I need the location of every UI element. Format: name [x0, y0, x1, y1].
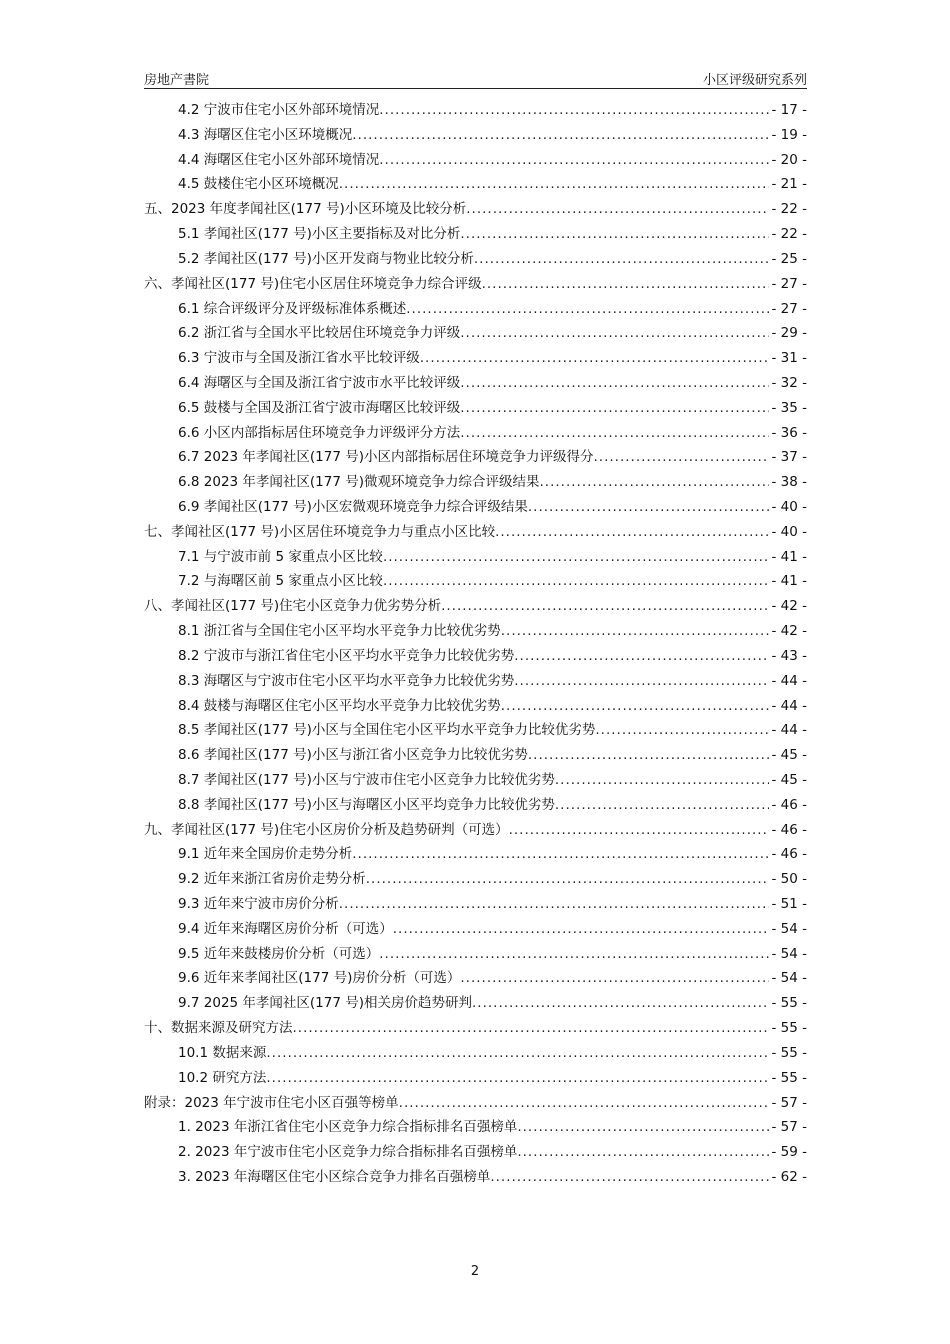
- toc-entry-page: - 55 -: [771, 1044, 807, 1061]
- toc-entry[interactable]: [144, 842, 807, 867]
- toc-entry-page: - 57 -: [771, 1094, 807, 1111]
- toc-entry-page: - 42 -: [771, 623, 807, 640]
- toc-entry-page: - 59 -: [771, 1144, 807, 1161]
- toc-entry-page: - 35 -: [771, 399, 807, 416]
- toc-entry-title: 七、孝闻社区(177 号)小区居住环境竞争力与重点小区比较: [144, 523, 496, 540]
- toc-entry[interactable]: [144, 470, 807, 495]
- toc-entry[interactable]: [144, 396, 807, 421]
- toc-entry-page: - 46 -: [771, 846, 807, 863]
- toc-entry-title: 6.4 海曙区与全国及浙江省宁波市水平比较评级: [178, 374, 461, 391]
- toc-entry[interactable]: [144, 619, 807, 644]
- toc-entry[interactable]: [144, 867, 807, 892]
- toc-dot-leader: [460, 371, 769, 396]
- toc-dot-leader: [379, 148, 769, 173]
- toc-dot-leader: [555, 768, 770, 793]
- toc-entry-title: 6.2 浙江省与全国水平比较居住环境竞争力评级: [178, 325, 461, 342]
- toc-entry-title: 3. 2023 年海曙区住宅小区综合竞争力排名百强榜单: [178, 1168, 491, 1185]
- toc-dot-leader: [528, 743, 770, 768]
- toc-entry-page: - 22 -: [771, 226, 807, 243]
- toc-dot-leader: [514, 644, 769, 669]
- toc-entry[interactable]: [144, 892, 807, 917]
- toc-entry-page: - 27 -: [771, 275, 807, 292]
- toc-entry-title: 2. 2023 年宁波市住宅小区竞争力综合指标排名百强榜单: [178, 1144, 518, 1161]
- toc-entry-page: - 21 -: [771, 176, 807, 193]
- toc-entry[interactable]: [144, 197, 807, 222]
- toc-entry-title: 6.6 小区内部指标居住环境竞争力评级评分方法: [178, 424, 461, 441]
- toc-entry[interactable]: [144, 1140, 807, 1165]
- toc-entry-title: 6.9 孝闻社区(177 号)小区宏微观环境竞争力综合评级结果: [178, 499, 528, 515]
- toc-entry-page: - 43 -: [771, 647, 807, 664]
- toc-entry-title: 5.2 孝闻社区(177 号)小区开发商与物业比较分析: [178, 250, 474, 267]
- toc-entry[interactable]: [144, 297, 807, 322]
- toc-dot-leader: [460, 396, 769, 421]
- toc-entry-title: 10.1 数据来源: [178, 1044, 267, 1061]
- toc-entry[interactable]: [144, 123, 807, 148]
- toc-entry-title: 9.4 近年来海曙区房价分析（可选）: [178, 920, 393, 937]
- toc-entry-page: - 32 -: [771, 374, 807, 391]
- toc-entry-page: - 41 -: [771, 573, 807, 590]
- toc-entry[interactable]: [144, 917, 807, 942]
- toc-entry-title: 9.3 近年来宁波市房价分析: [178, 896, 339, 912]
- toc-entry-page: - 20 -: [771, 151, 807, 168]
- toc-entry-page: - 29 -: [771, 325, 807, 342]
- toc-entry-title: 6.7 2023 年孝闻社区(177 号)小区内部指标居住环境竞争力评级得分: [178, 449, 594, 466]
- page-header: [144, 66, 807, 89]
- toc-entry[interactable]: [144, 768, 807, 793]
- toc-entry-page: - 40 -: [771, 523, 807, 540]
- toc-entry-page: - 57 -: [771, 1119, 807, 1136]
- toc-dot-leader: [383, 545, 770, 570]
- toc-entry-title: 8.1 浙江省与全国住宅小区平均水平竞争力比较优劣势: [178, 623, 501, 640]
- toc-entry-title: 4.2 宁波市住宅小区外部环境情况: [178, 102, 380, 118]
- toc-dot-leader: [266, 1066, 769, 1091]
- toc-dot-leader: [474, 247, 770, 272]
- toc-entry[interactable]: [144, 1091, 807, 1116]
- toc-entry[interactable]: [144, 991, 807, 1016]
- toc-entry-page: - 54 -: [771, 920, 807, 937]
- toc-dot-leader: [266, 1041, 769, 1066]
- table-of-contents: [144, 98, 807, 1190]
- toc-entry[interactable]: [144, 222, 807, 247]
- toc-entry[interactable]: [144, 172, 807, 197]
- toc-entry-page: - 22 -: [771, 201, 807, 218]
- toc-dot-leader: [460, 421, 769, 446]
- toc-entry-page: - 54 -: [771, 945, 807, 962]
- toc-entry-title: 8.2 宁波市与浙江省住宅小区平均水平竞争力比较优劣势: [178, 647, 515, 664]
- toc-dot-leader: [460, 222, 769, 247]
- toc-entry[interactable]: [144, 669, 807, 694]
- toc-entry-title: 6.8 2023 年孝闻社区(177 号)微观环境竞争力综合评级结果: [178, 474, 540, 491]
- toc-dot-leader: [383, 569, 770, 594]
- header-publisher: 房地产書院: [144, 73, 210, 88]
- toc-entry-title: 6.3 宁波市与全国及浙江省水平比较评级: [178, 350, 420, 367]
- toc-entry-title: 8.4 鼓楼与海曙区住宅小区平均水平竞争力比较优劣势: [178, 697, 501, 714]
- toc-entry-title: 五、2023 年度孝闻社区(177 号)小区环境及比较分析: [144, 201, 467, 218]
- toc-entry[interactable]: [144, 371, 807, 396]
- toc-dot-leader: [528, 495, 770, 520]
- toc-entry-title: 4.3 海曙区住宅小区环境概况: [178, 126, 353, 143]
- toc-dot-leader: [555, 793, 770, 818]
- toc-entry-page: - 46 -: [771, 796, 807, 813]
- toc-entry-page: - 31 -: [771, 350, 807, 367]
- toc-entry[interactable]: [144, 346, 807, 371]
- toc-entry-page: - 45 -: [771, 771, 807, 788]
- toc-dot-leader: [339, 172, 770, 197]
- toc-entry[interactable]: [144, 743, 807, 768]
- toc-dot-leader: [495, 520, 769, 545]
- toc-dot-leader: [393, 917, 770, 942]
- toc-entry[interactable]: [144, 1016, 807, 1041]
- toc-entry-page: - 36 -: [771, 424, 807, 441]
- toc-entry-title: 9.5 近年来鼓楼房价分析（可选）: [178, 945, 380, 962]
- toc-entry[interactable]: [144, 1115, 807, 1140]
- toc-entry-page: - 44 -: [771, 697, 807, 714]
- toc-entry-title: 9.6 近年来孝闻社区(177 号)房价分析（可选）: [178, 970, 461, 987]
- toc-entry-page: - 50 -: [771, 871, 807, 888]
- toc-dot-leader: [379, 98, 769, 123]
- toc-entry-title: 九、孝闻社区(177 号)住宅小区房价分析及趋势研判（可选）: [144, 821, 509, 838]
- toc-entry[interactable]: [144, 321, 807, 346]
- toc-entry[interactable]: [144, 793, 807, 818]
- toc-entry-title: 7.1 与宁波市前 5 家重点小区比较: [178, 548, 383, 565]
- toc-entry-title: 8.6 孝闻社区(177 号)小区与浙江省小区竞争力比较优劣势: [178, 747, 528, 764]
- toc-entry-page: - 38 -: [771, 474, 807, 491]
- toc-entry[interactable]: [144, 1165, 807, 1190]
- toc-entry-title: 6.5 鼓楼与全国及浙江省宁波市海曙区比较评级: [178, 399, 461, 416]
- toc-entry-page: - 55 -: [771, 1069, 807, 1086]
- toc-entry[interactable]: [144, 495, 807, 520]
- toc-dot-leader: [399, 1091, 770, 1116]
- toc-dot-leader: [595, 718, 769, 743]
- toc-entry[interactable]: [144, 1041, 807, 1066]
- toc-entry-title: 8.8 孝闻社区(177 号)小区与海曙区小区平均竞争力比较优劣势: [178, 796, 555, 813]
- toc-dot-leader: [352, 842, 769, 867]
- toc-entry[interactable]: [144, 718, 807, 743]
- toc-entry-page: - 44 -: [771, 672, 807, 689]
- toc-entry[interactable]: [144, 445, 807, 470]
- toc-entry[interactable]: [144, 644, 807, 669]
- toc-dot-leader: [472, 991, 769, 1016]
- toc-entry-page: - 54 -: [771, 970, 807, 987]
- toc-entry[interactable]: [144, 594, 807, 619]
- toc-entry-title: 9.1 近年来全国房价走势分析: [178, 846, 353, 863]
- toc-entry-page: - 19 -: [771, 126, 807, 143]
- toc-entry-page: - 25 -: [771, 250, 807, 267]
- toc-dot-leader: [509, 818, 770, 843]
- toc-dot-leader: [594, 445, 770, 470]
- toc-dot-leader: [490, 1165, 769, 1190]
- toc-entry-page: - 37 -: [771, 449, 807, 466]
- toc-entry-page: - 55 -: [771, 995, 807, 1012]
- toc-entry-title: 十、数据来源及研究方法: [144, 1020, 293, 1037]
- header-series-title: 小区评级研究系列: [702, 73, 807, 88]
- toc-entry-title: 附录：2023 年宁波市住宅小区百强等榜单: [144, 1094, 399, 1111]
- toc-dot-leader: [482, 272, 770, 297]
- toc-dot-leader: [466, 197, 769, 222]
- toc-entry-title: 4.4 海曙区住宅小区外部环境情况: [178, 151, 380, 168]
- toc-dot-leader: [540, 470, 770, 495]
- toc-entry[interactable]: [144, 272, 807, 297]
- toc-dot-leader: [460, 966, 769, 991]
- toc-dot-leader: [501, 694, 770, 719]
- toc-entry-title: 8.5 孝闻社区(177 号)小区与全国住宅小区平均水平竞争力比较优劣势: [178, 722, 596, 739]
- toc-entry-page: - 40 -: [771, 499, 807, 515]
- toc-dot-leader: [420, 346, 770, 371]
- toc-entry-title: 7.2 与海曙区前 5 家重点小区比较: [178, 573, 383, 590]
- toc-entry-title: 八、孝闻社区(177 号)住宅小区竞争力优劣势分析: [144, 598, 442, 615]
- toc-entry[interactable]: [144, 98, 807, 123]
- toc-dot-leader: [352, 123, 769, 148]
- toc-entry-page: - 17 -: [771, 102, 807, 118]
- toc-entry-title: 8.7 孝闻社区(177 号)小区与宁波市住宅小区竞争力比较优劣势: [178, 771, 555, 788]
- toc-entry-title: 5.1 孝闻社区(177 号)小区主要指标及对比分析: [178, 226, 461, 243]
- toc-entry-page: - 55 -: [771, 1020, 807, 1037]
- toc-entry-title: 六、孝闻社区(177 号)住宅小区居住环境竞争力综合评级: [144, 275, 482, 292]
- toc-dot-leader: [339, 892, 770, 917]
- toc-entry-title: 9.2 近年来浙江省房价走势分析: [178, 871, 366, 888]
- toc-dot-leader: [406, 297, 769, 322]
- toc-dot-leader: [441, 594, 769, 619]
- toc-entry-title: 8.3 海曙区与宁波市住宅小区平均水平竞争力比较优劣势: [178, 672, 515, 689]
- toc-entry-title: 1. 2023 年浙江省住宅小区竞争力综合指标排名百强榜单: [178, 1119, 518, 1136]
- toc-entry[interactable]: [144, 421, 807, 446]
- toc-dot-leader: [460, 321, 769, 346]
- toc-entry-page: - 42 -: [771, 598, 807, 615]
- toc-entry-page: - 51 -: [771, 896, 807, 912]
- toc-entry-page: - 62 -: [771, 1168, 807, 1185]
- toc-entry[interactable]: [144, 148, 807, 173]
- toc-dot-leader: [379, 942, 769, 967]
- toc-entry[interactable]: [144, 818, 807, 843]
- toc-entry-page: - 44 -: [771, 722, 807, 739]
- toc-entry-title: 10.2 研究方法: [178, 1069, 267, 1086]
- toc-entry-title: 9.7 2025 年孝闻社区(177 号)相关房价趋势研判: [178, 995, 473, 1012]
- toc-dot-leader: [293, 1016, 770, 1041]
- toc-entry[interactable]: [144, 1066, 807, 1091]
- toc-dot-leader: [501, 619, 770, 644]
- toc-entry-page: - 41 -: [771, 548, 807, 565]
- toc-dot-leader: [366, 867, 770, 892]
- toc-entry[interactable]: [144, 942, 807, 967]
- toc-entry[interactable]: [144, 694, 807, 719]
- toc-dot-leader: [517, 1115, 769, 1140]
- toc-entry-title: 6.1 综合评级评分及评级标准体系概述: [178, 300, 407, 317]
- toc-dot-leader: [514, 669, 769, 694]
- toc-dot-leader: [517, 1140, 769, 1165]
- toc-entry-page: - 27 -: [771, 300, 807, 317]
- toc-entry[interactable]: [144, 247, 807, 272]
- toc-entry[interactable]: [144, 966, 807, 991]
- toc-entry-page: - 45 -: [771, 747, 807, 764]
- page-number: 2: [470, 1264, 480, 1279]
- toc-entry[interactable]: [144, 520, 807, 545]
- toc-entry-title: 4.5 鼓楼住宅小区环境概况: [178, 176, 339, 193]
- toc-entry[interactable]: [144, 545, 807, 570]
- toc-entry-page: - 46 -: [771, 821, 807, 838]
- toc-entry[interactable]: [144, 569, 807, 594]
